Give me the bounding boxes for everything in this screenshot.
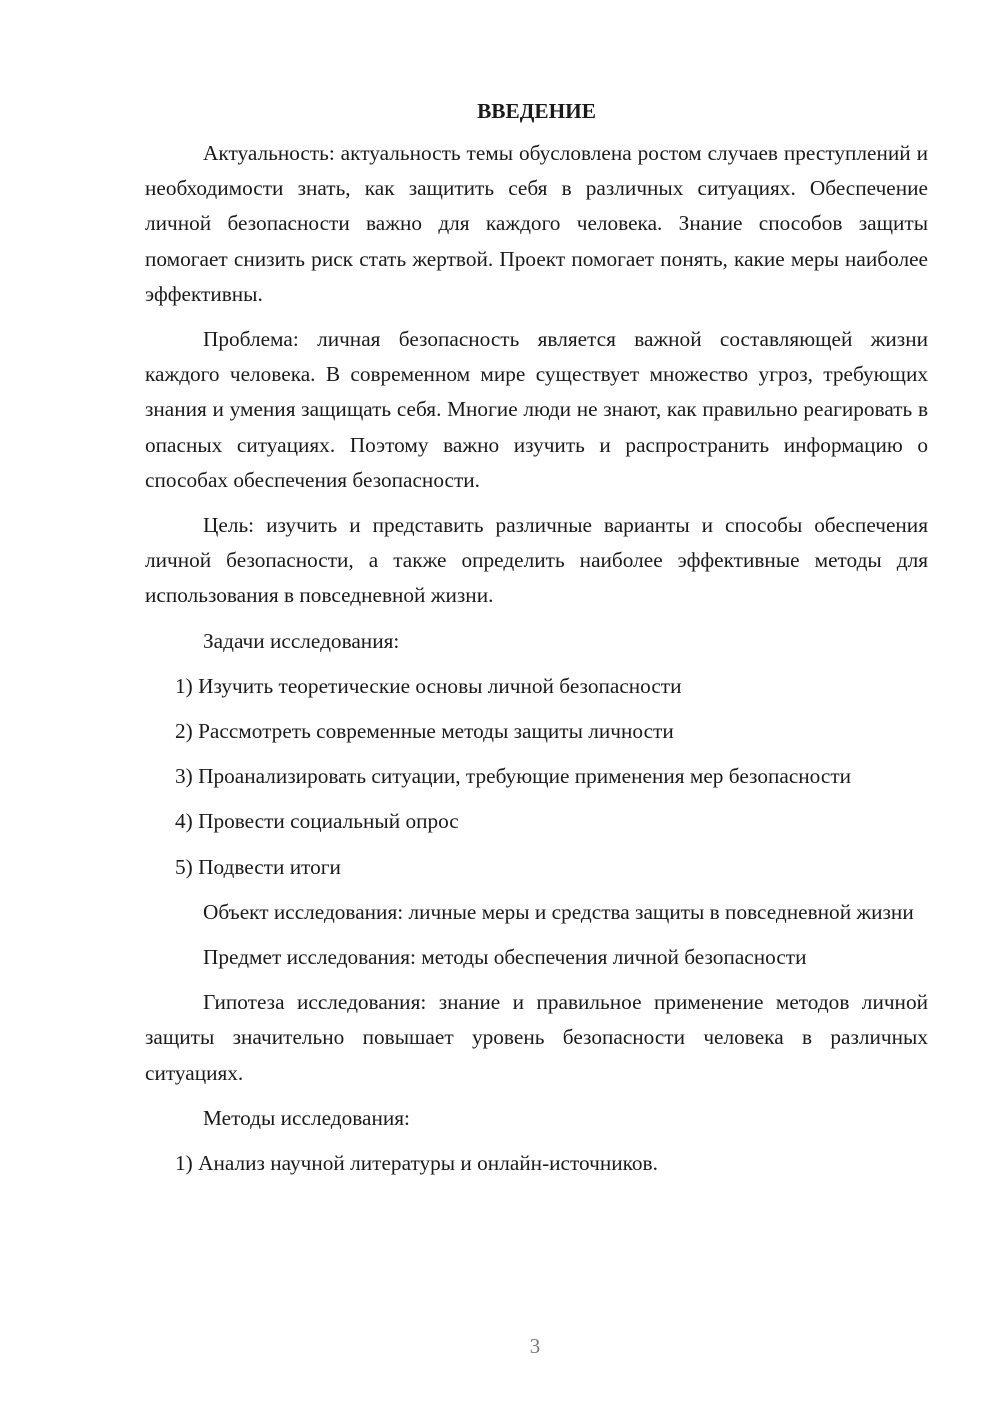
list-item-task-3: 3) Проанализировать ситуации, требующие применения мер безопасности [175,764,852,789]
list-item-task-1: 1) Изучить теоретические основы личной безопасности [175,673,682,698]
list-item-task-4: 4) Провести социальный опрос [175,809,459,834]
paragraph-tasks-heading: Задачи исследования: [203,628,400,653]
list-item-task-2: 2) Рассмотреть современные методы защиты личности [175,719,674,744]
paragraph-hypothesis: Гипотеза исследования: знание и правильное применение методов личной защиты значительно повышает уровень безопасности человека в различных ситуациях. [145,990,928,1085]
paragraph-goal: Цель: изучить и представить различные варианты и способы обеспечения личной безопасности, а также определить наиболее эффективные методы для использования в повседневной жизни. [145,513,928,608]
paragraph-relevance: Актуальность: актуальность темы обусловлена ростом случаев преступлений и необходимости знать, как защитить себя в различных ситуациях. Обеспечение личной безопасности важно для каждого человека. Знание способов защиты помогает снизить риск стать жертвой. Проект помогает понять, какие меры наиболее эффективны. [145,141,928,306]
paragraph-object: Объект исследования: личные меры и средства защиты в повседневной жизни [203,899,914,924]
paragraph-problem: Проблема: личная безопасность является важной составляющей жизни каждого человека. В современном мире существует множество угроз, требующих знания и умения защищать себя. Многие люди не знают, как правильно реагировать в опасных ситуациях. Поэтому важно изучить и распространить информацию о способах обеспечения безопасности. [145,327,928,492]
section-title: ВВЕДЕНИЕ [477,99,596,123]
list-item-method-1: 1) Анализ научной литературы и онлайн-источников. [175,1151,658,1176]
page-number: 3 [529,1334,541,1358]
paragraph-subject: Предмет исследования: методы обеспечения личной безопасности [203,945,807,970]
list-item-task-5: 5) Подвести итоги [175,854,341,879]
paragraph-methods-heading: Методы исследования: [203,1105,410,1130]
document-page [145,96,928,1181]
